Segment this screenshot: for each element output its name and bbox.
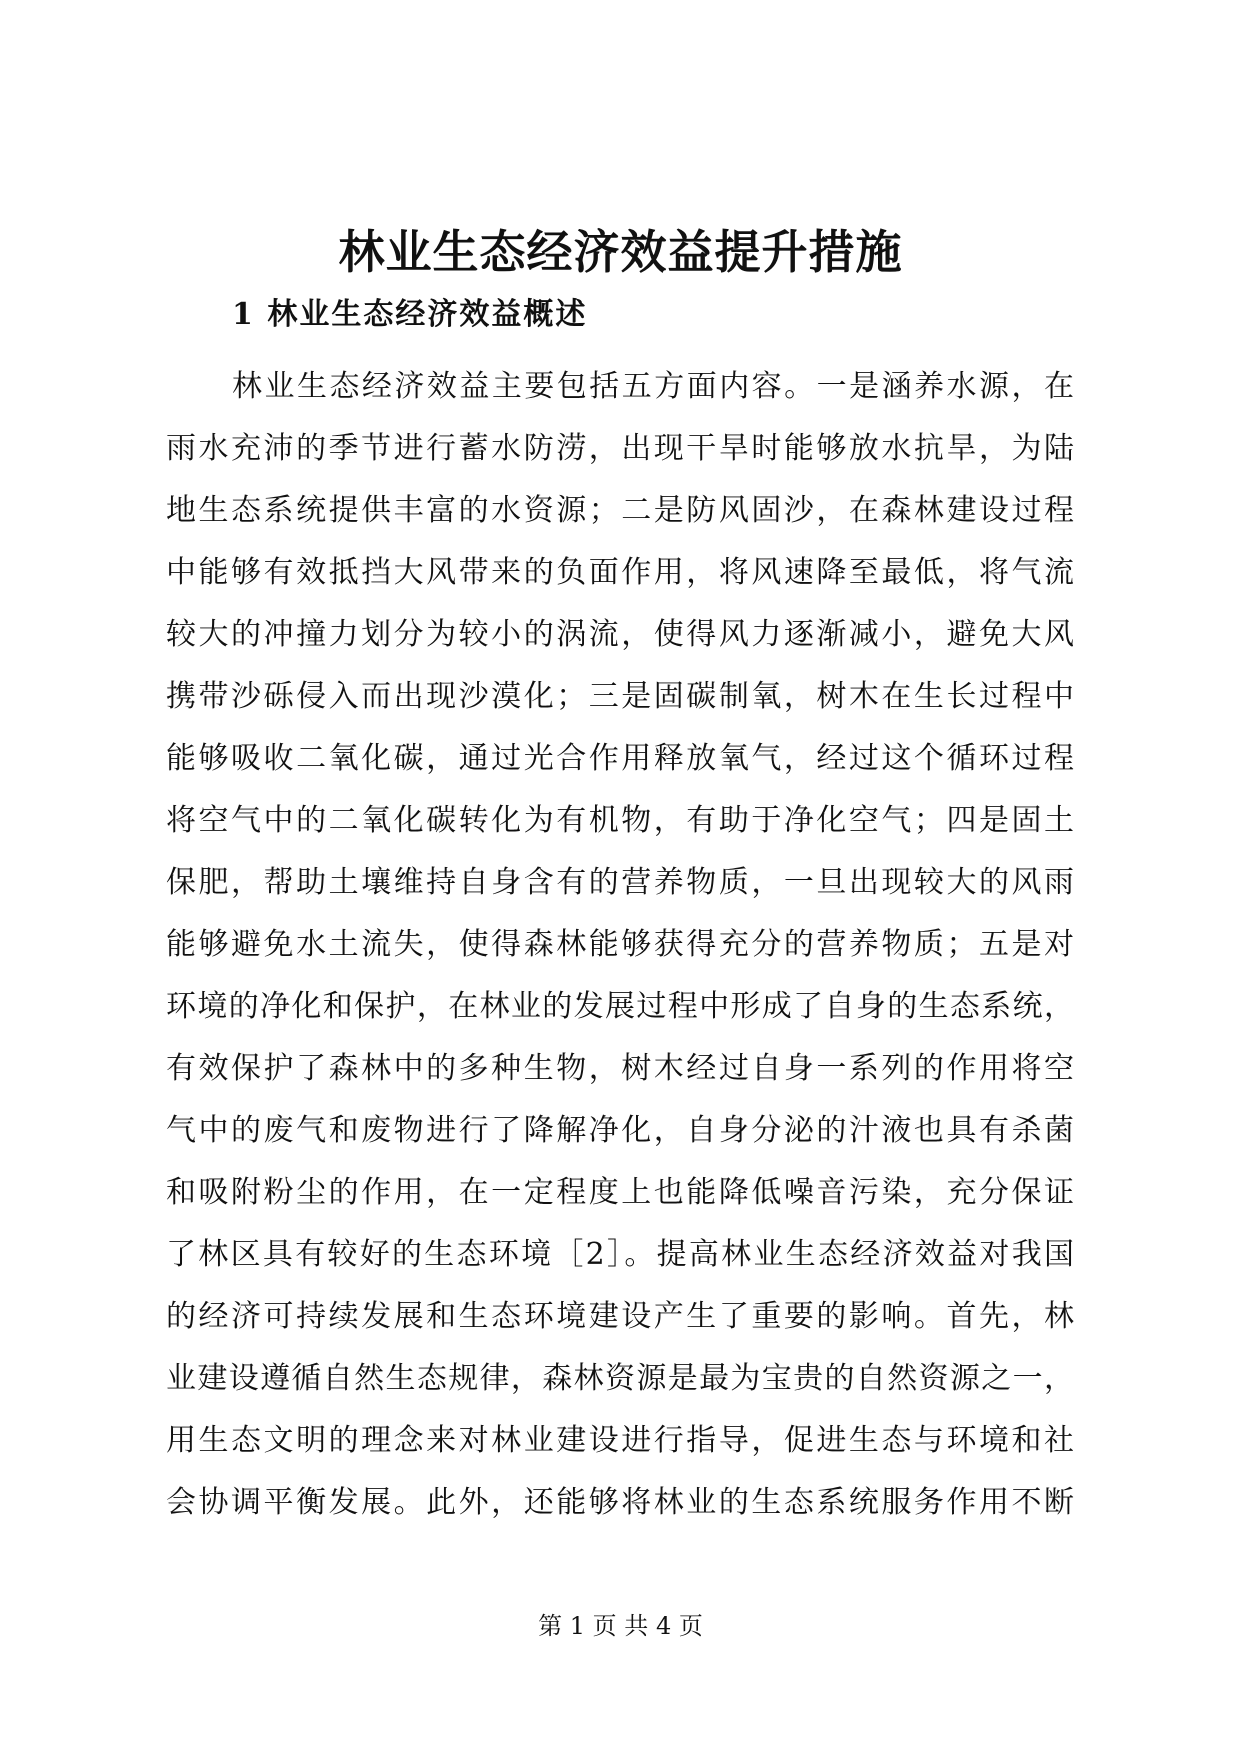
paragraph-line: 地生态系统提供丰富的水资源；二是防风固沙，在森林建设过程 [166, 493, 1075, 528]
paragraph-line: 有效保护了森林中的多种生物，树木经过自身一系列的作用将空 [166, 1051, 1075, 1086]
paragraph-line: 和吸附粉尘的作用，在一定程度上也能降低噪音污染，充分保证 [166, 1175, 1075, 1210]
paragraph-line: 雨水充沛的季节进行蓄水防涝，出现干旱时能够放水抗旱，为陆 [166, 431, 1075, 466]
page-footer: 第 1 页 共 4 页 [538, 1612, 703, 1640]
paragraph-line: 会协调平衡发展。此外，还能够将林业的生态系统服务作用不断 [166, 1485, 1075, 1520]
paragraph-line: 保肥，帮助土壤维持自身含有的营养物质，一旦出现较大的风雨 [166, 865, 1075, 900]
paragraph-line: 环境的净化和保护，在林业的发展过程中形成了自身的生态系统， [166, 989, 1075, 1024]
paragraph-line: 将空气中的二氧化碳转化为有机物，有助于净化空气；四是固土 [166, 803, 1075, 838]
paragraph-line: 气中的废气和废物进行了降解净化，自身分泌的汁液也具有杀菌 [166, 1113, 1075, 1148]
section-heading: 1 林业生态经济效益概述 [232, 297, 588, 332]
paragraph-line: 较大的冲撞力划分为较小的涡流，使得风力逐渐减小，避免大风 [166, 617, 1075, 652]
paragraph-line: 业建设遵循自然生态规律，森林资源是最为宝贵的自然资源之一， [166, 1361, 1075, 1396]
paragraph-line: 能够避免水土流失，使得森林能够获得充分的营养物质；五是对 [166, 927, 1075, 962]
paragraph-line: 的经济可持续发展和生态环境建设产生了重要的影响。首先，林 [166, 1299, 1075, 1334]
paragraph-line: 携带沙砾侵入而出现沙漠化；三是固碳制氧，树木在生长过程中 [166, 679, 1075, 714]
paragraph-line: 用生态文明的理念来对林业建设进行指导，促进生态与环境和社 [166, 1423, 1075, 1458]
paragraph-line: 能够吸收二氧化碳，通过光合作用释放氧气，经过这个循环过程 [166, 741, 1075, 776]
paragraph-line: 林业生态经济效益主要包括五方面内容。一是涵养水源，在 [232, 369, 1075, 404]
document-title: 林业生态经济效益提升措施 [338, 225, 903, 279]
paragraph-line: 了林区具有较好的生态环境［2］。提高林业生态经济效益对我国 [166, 1237, 1075, 1272]
paragraph-line: 中能够有效抵挡大风带来的负面作用，将风速降至最低，将气流 [166, 555, 1075, 590]
